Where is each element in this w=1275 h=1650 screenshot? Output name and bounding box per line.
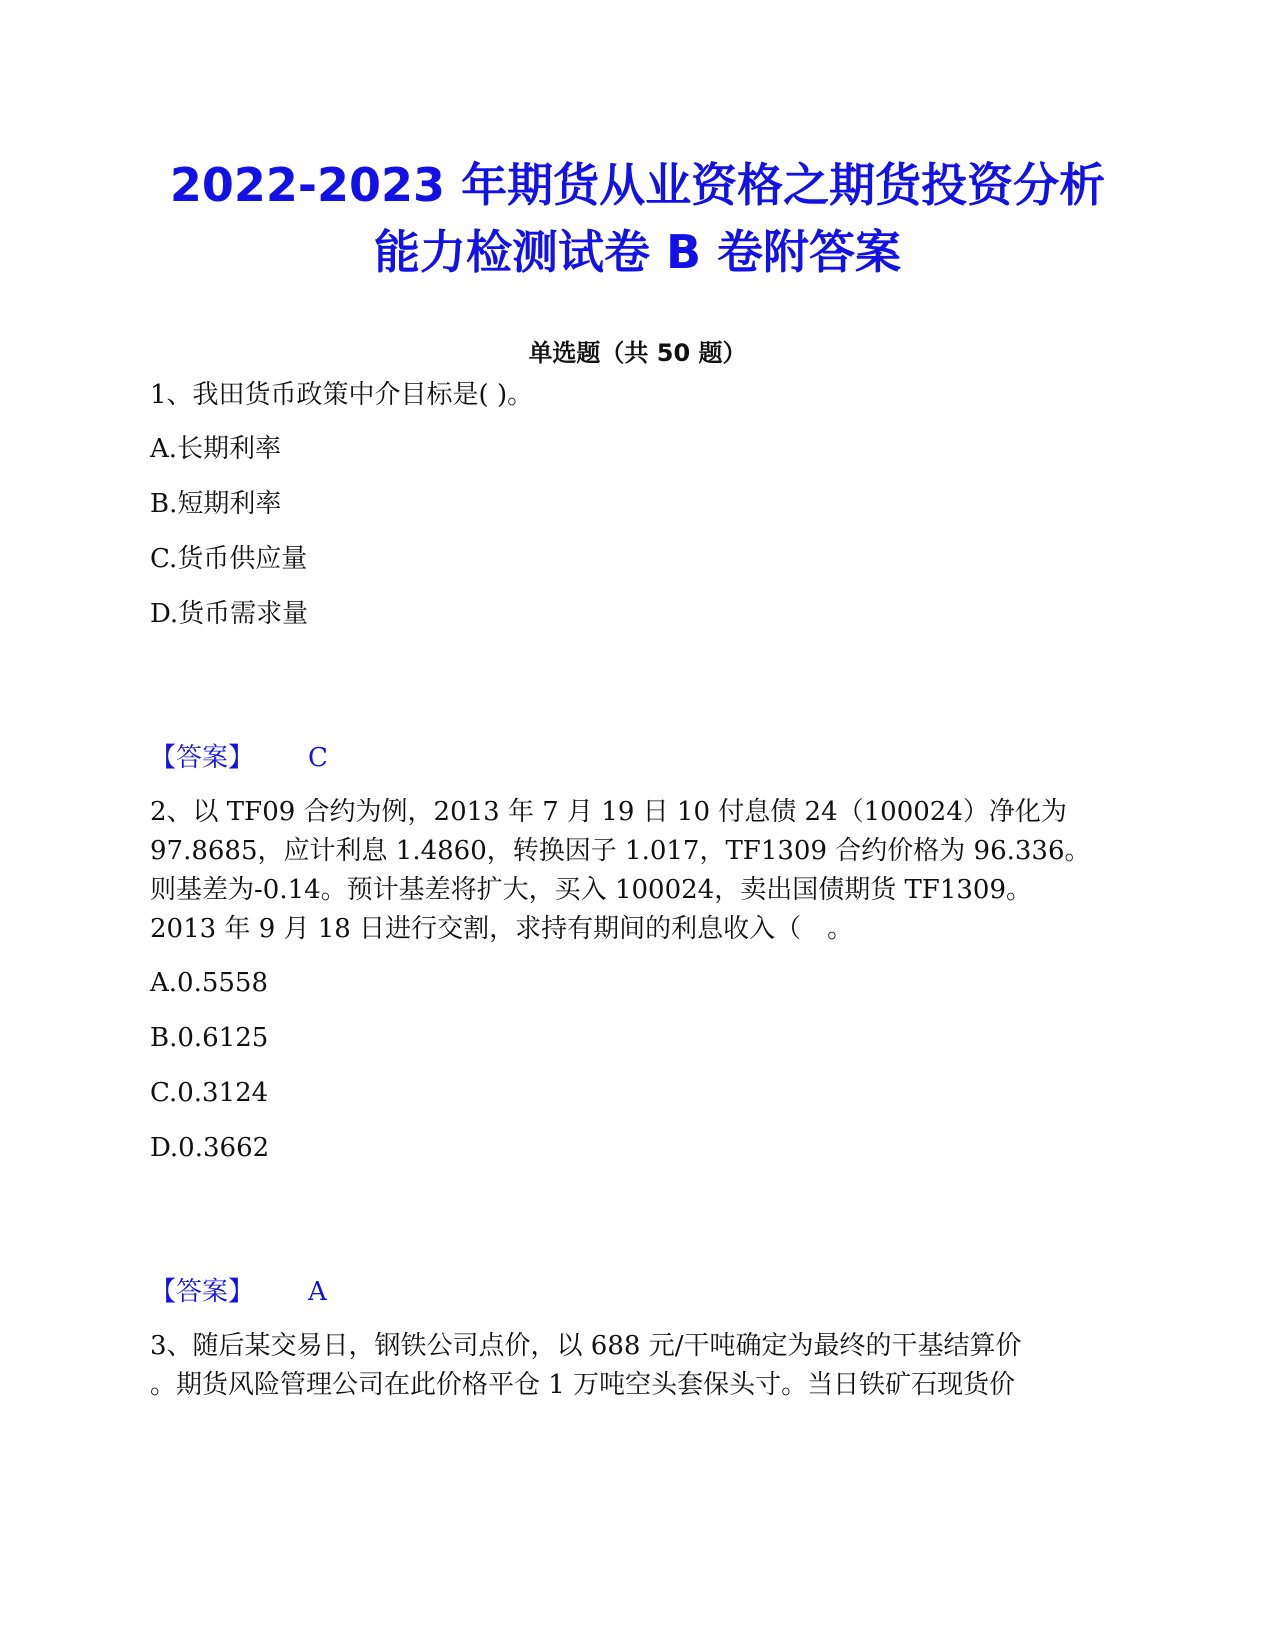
question-2-text-line-1: 2、以 TF09 合约为例，2013 年 7 月 19 日 10 付息债 24（100024）净化为 <box>150 797 1067 827</box>
question-1-option-c: C.货币供应量 <box>150 544 308 574</box>
question-2-text-line-4: 2013 年 9 月 18 日进行交割，求持有期间的利息收入（ 。 <box>150 914 854 944</box>
question-2-option-c: C.0.3124 <box>150 1078 269 1108</box>
question-2-answer <box>150 1275 327 1309</box>
question-2-option-a: A.0.5558 <box>150 968 269 998</box>
answer-value: C <box>308 743 328 773</box>
question-2-option-b: B.0.6125 <box>150 1023 269 1053</box>
question-2-text-line-2: 97.8685，应计利息 1.4860，转换因子 1.017，TF1309 合约价格为 96.336。 <box>150 836 1091 866</box>
question-3-text-line-1: 3、随后某交易日，钢铁公司点价，以 688 元/干吨确定为最终的干基结算价 <box>150 1331 1022 1361</box>
answer-label: 【答案】 <box>150 743 255 773</box>
question-3-text-line-2: 。期货风险管理公司在此价格平仓 1 万吨空头套保头寸。当日铁矿石现货价 <box>150 1370 1016 1400</box>
question-1-text: 1、我田货币政策中介目标是( )。 <box>150 380 534 410</box>
question-1-answer <box>150 741 328 775</box>
question-1-option-a: A.长期利率 <box>150 434 282 464</box>
question-1-option-b: B.短期利率 <box>150 489 282 519</box>
document-title-line-1: 2022-2023 年期货从业资格之期货投资分析 <box>169 158 1106 212</box>
section-heading: 单选题（共 50 题） <box>528 339 747 367</box>
answer-value: A <box>308 1277 327 1307</box>
answer-label: 【答案】 <box>150 1277 255 1307</box>
document-title-line-2: 能力检测试卷 B 卷附答案 <box>373 225 902 279</box>
question-2-text-line-3: 则基差为-0.14。预计基差将扩大，买入 100024，卖出国债期货 TF1309。 <box>150 875 1033 905</box>
question-1-option-d: D.货币需求量 <box>150 599 309 629</box>
question-2-option-d: D.0.3662 <box>150 1133 270 1163</box>
